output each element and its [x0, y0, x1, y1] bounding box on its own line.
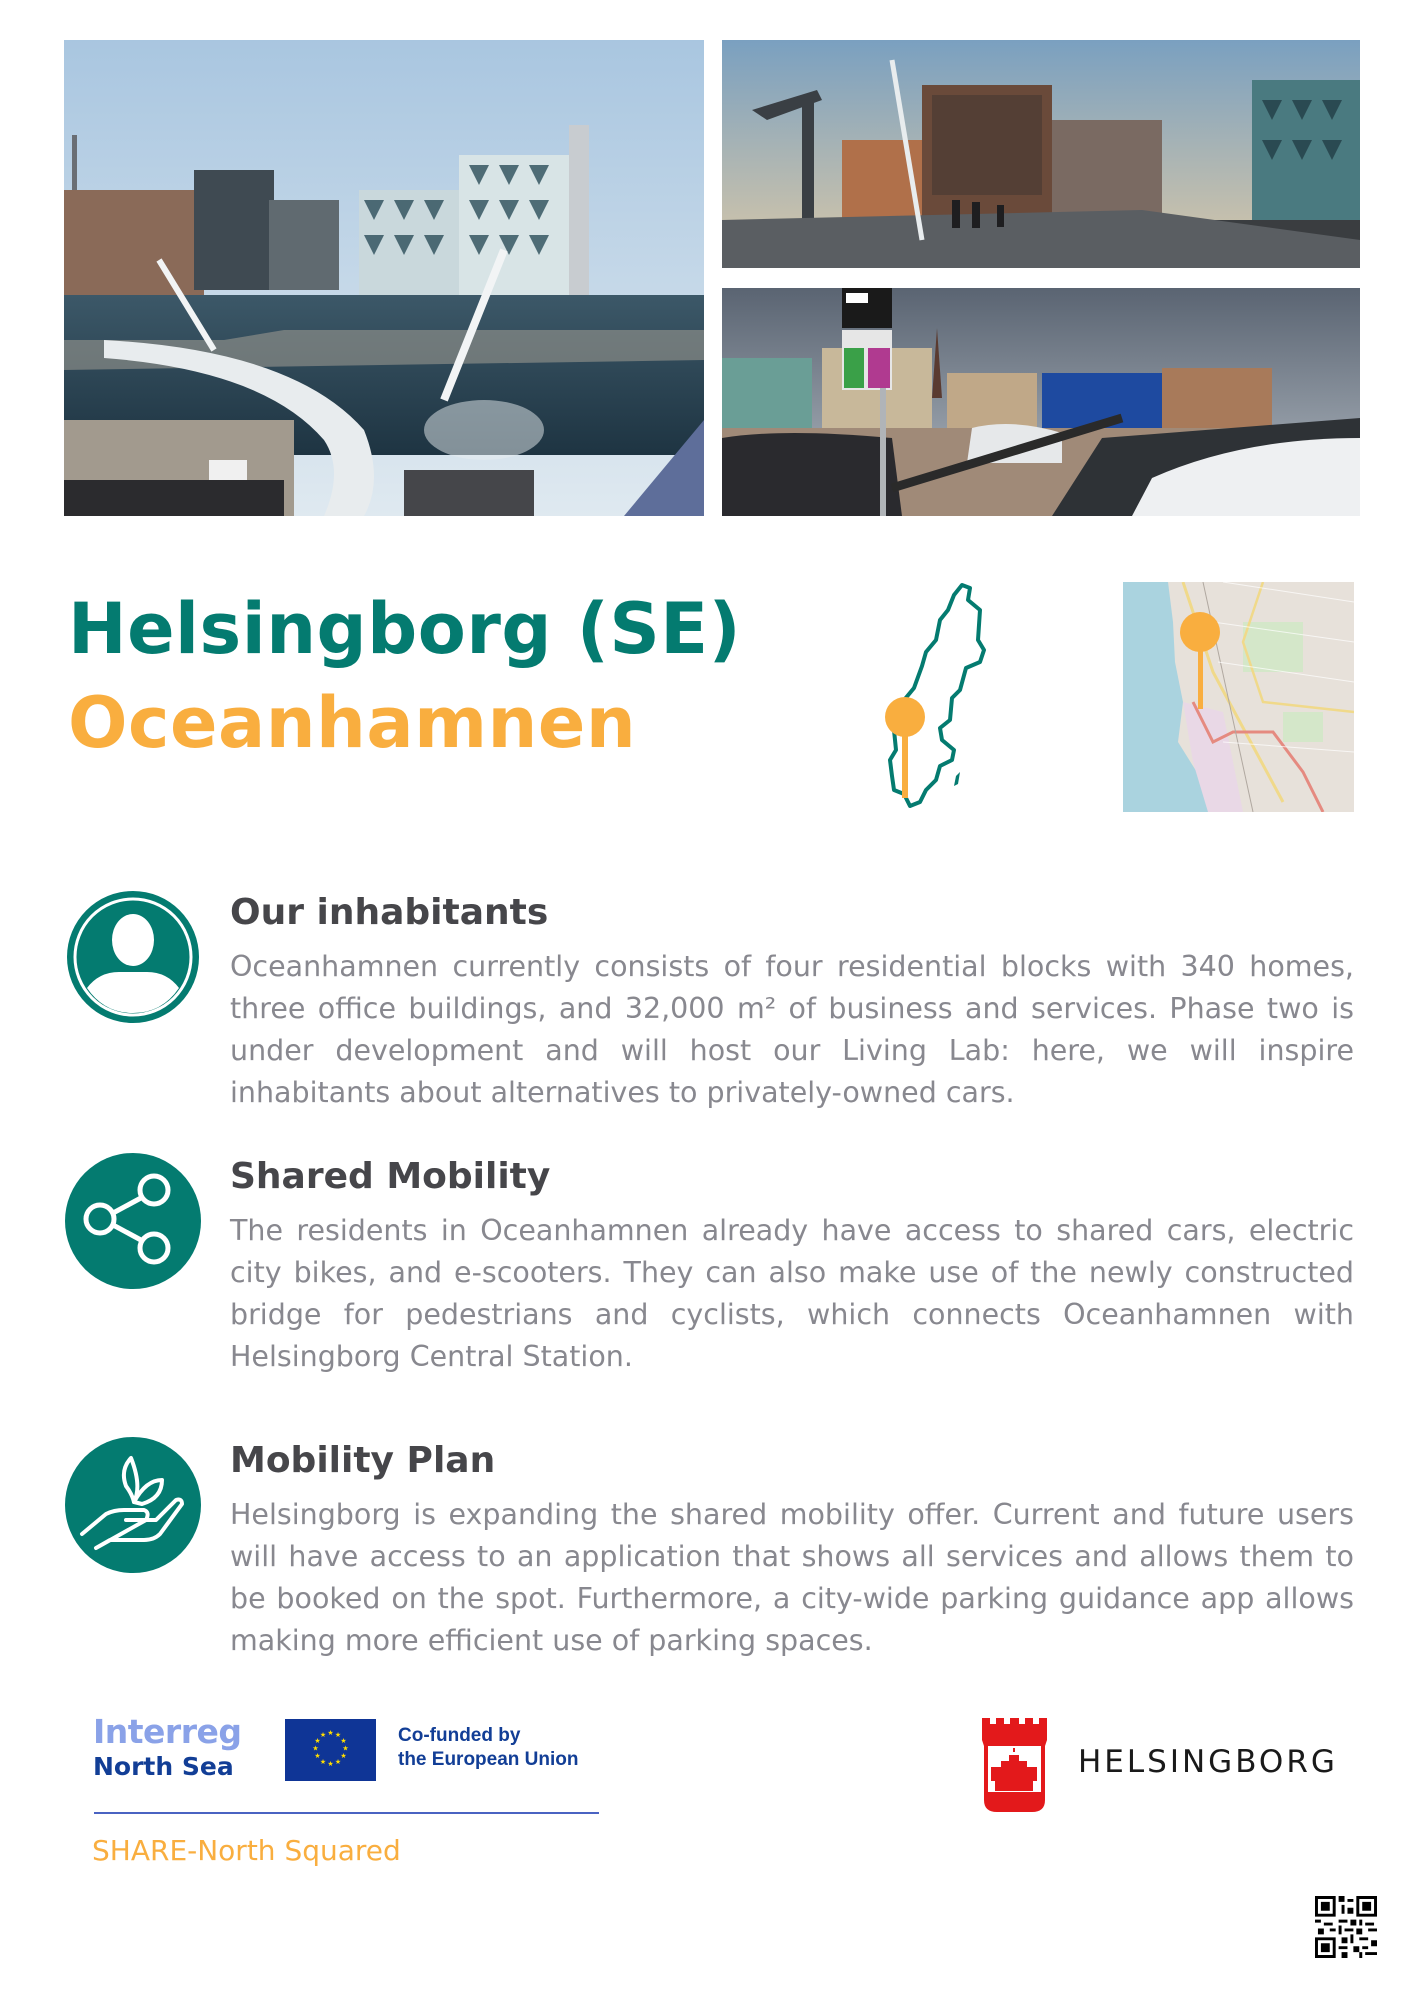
svg-text:★: ★	[334, 1731, 342, 1739]
svg-text:★: ★	[334, 1758, 342, 1766]
svg-text:★: ★	[319, 1758, 327, 1766]
photo-bridge-walkway	[722, 40, 1360, 268]
photo-bridge-aerial	[64, 40, 704, 516]
section-mobility-plan	[64, 1440, 1354, 1660]
section-body: Helsingborg is expanding the shared mobility offer. Current and future users will have access to an application that shows all services and allows them to be booked on the spot. Furthermore, a city-wide parking guidance app allows making more efficient use of parking spaces.	[230, 1498, 1354, 1657]
footer-divider	[94, 1812, 599, 1814]
photo-parking-lot	[722, 288, 1360, 516]
svg-text:★: ★	[342, 1744, 349, 1753]
svg-text:★: ★	[312, 1744, 319, 1753]
svg-text:★: ★	[319, 1731, 327, 1739]
helsingborg-street-map	[1123, 582, 1354, 812]
section-shared-mobility	[64, 1156, 1354, 1376]
share-icon	[64, 1152, 202, 1290]
city-title: Helsingborg (SE)	[68, 588, 742, 670]
interreg-programme: North Sea	[93, 1752, 234, 1781]
sweden-outline-map	[880, 580, 1000, 810]
person-icon	[64, 888, 202, 1026]
section-heading: Shared Mobility	[230, 1156, 551, 1197]
section-inhabitants	[64, 892, 1354, 1112]
district-title: Oceanhamnen	[68, 682, 637, 764]
qr-code-icon[interactable]	[1315, 1896, 1377, 1958]
project-name: SHARE-North Squared	[92, 1834, 401, 1867]
section-body: Oceanhamnen currently consists of four residential blocks with 340 homes, three office buildings, and 32,000 m² of business and services. Phase two is under development and will host our Living Lab: here, we will inspire inhabitants about alternatives to privately-owned cars.	[230, 950, 1354, 1109]
section-body: The residents in Oceanhamnen already have access to shared cars, electric city bikes, and e-scooters. They can also make use of the newly constructed bridge for pedestrians and cyclists, which connects Oceanhamnen with Helsingborg Central Station.	[230, 1214, 1354, 1373]
svg-text:★: ★	[327, 1729, 334, 1737]
helsingborg-wordmark: HELSINGBORG	[1078, 1744, 1338, 1780]
svg-text:★: ★	[314, 1737, 321, 1745]
hand-plant-icon	[64, 1436, 202, 1574]
section-heading: Mobility Plan	[230, 1440, 496, 1481]
svg-text:★: ★	[327, 1760, 334, 1768]
map-pin	[885, 697, 925, 737]
svg-text:★: ★	[340, 1737, 347, 1745]
section-heading: Our inhabitants	[230, 892, 549, 933]
svg-text:★: ★	[340, 1752, 347, 1760]
eu-line-1: Co-funded by	[398, 1725, 521, 1746]
eu-cofunded-text	[398, 1724, 579, 1772]
interreg-logo-text: Interreg	[93, 1712, 242, 1751]
helsingborg-crest-icon	[982, 1718, 1047, 1813]
svg-text:★: ★	[314, 1752, 321, 1760]
eu-flag-icon	[285, 1719, 376, 1781]
eu-line-2: the European Union	[398, 1749, 579, 1770]
